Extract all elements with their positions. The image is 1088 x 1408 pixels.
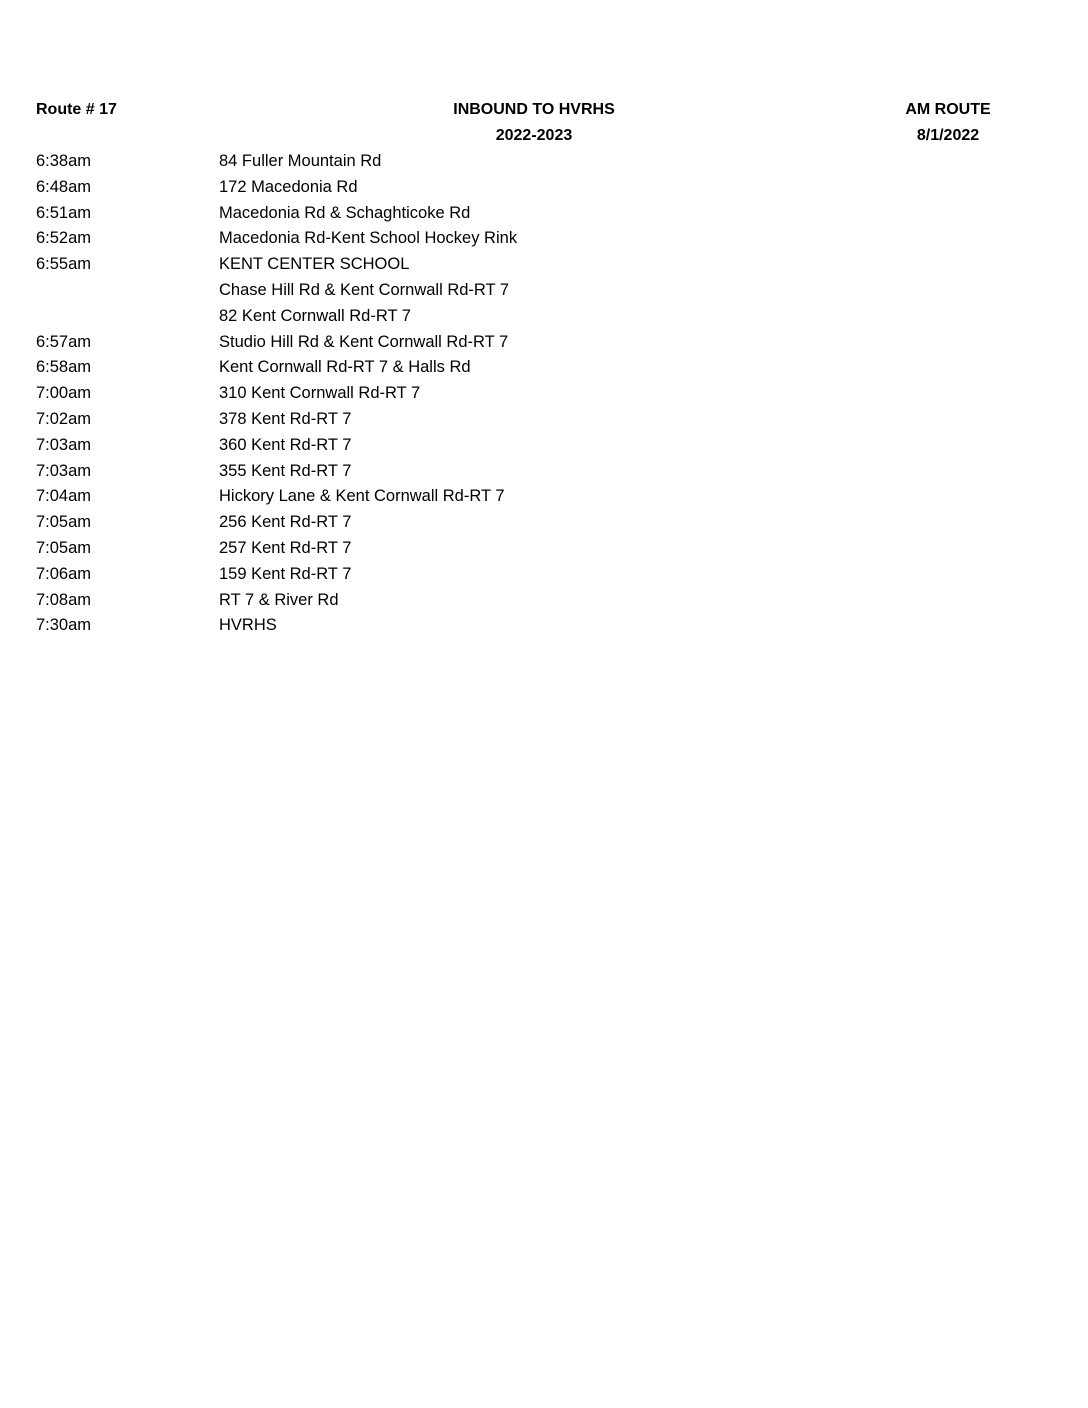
stop-row bbox=[36, 614, 1036, 640]
stop-time: 7:05am bbox=[36, 513, 92, 532]
stop-time: 6:38am bbox=[36, 152, 92, 170]
stop-time: 7:02am bbox=[36, 409, 92, 428]
stop-location: 159 Kent Rd-RT 7 bbox=[219, 564, 352, 583]
school-year: 2022-2023 bbox=[495, 127, 573, 144]
route-direction-title: INBOUND TO HVRHS bbox=[453, 101, 615, 118]
stop-location: Macedonia Rd & Schaghticoke Rd bbox=[219, 203, 471, 222]
stop-location: Studio Hill Rd & Kent Cornwall Rd-RT 7 bbox=[219, 332, 509, 351]
stop-location: 355 Kent Rd-RT 7 bbox=[219, 461, 352, 480]
schedule-date: 8/1/2022 bbox=[916, 127, 980, 144]
stop-time: 7:03am bbox=[36, 435, 92, 454]
stop-location: 256 Kent Rd-RT 7 bbox=[219, 513, 352, 532]
stop-time: 6:58am bbox=[36, 358, 92, 377]
stop-time: 7:06am bbox=[36, 564, 92, 583]
stop-time: 6:51am bbox=[36, 203, 92, 222]
stop-row bbox=[36, 253, 1036, 279]
stop-row bbox=[36, 511, 1036, 537]
stop-row bbox=[36, 460, 1036, 486]
route-type: AM ROUTE bbox=[905, 101, 991, 118]
stop-row bbox=[36, 176, 1036, 202]
stop-row bbox=[36, 279, 1036, 305]
stop-row bbox=[36, 563, 1036, 589]
stop-location: 310 Kent Cornwall Rd-RT 7 bbox=[219, 384, 421, 403]
stop-time: 7:04am bbox=[36, 487, 92, 506]
stop-row bbox=[36, 382, 1036, 408]
stop-row bbox=[36, 434, 1036, 460]
stop-location: HVRHS bbox=[219, 616, 277, 635]
stop-row bbox=[36, 202, 1036, 228]
stop-row bbox=[36, 227, 1036, 253]
stop-time: 7:00am bbox=[36, 384, 92, 403]
stop-location: Kent Cornwall Rd-RT 7 & Halls Rd bbox=[219, 358, 471, 377]
stop-time: 7:30am bbox=[36, 616, 92, 635]
stop-location: Macedonia Rd-Kent School Hockey Rink bbox=[219, 229, 518, 248]
stop-location: Hickory Lane & Kent Cornwall Rd-RT 7 bbox=[219, 487, 505, 506]
stop-time: 7:03am bbox=[36, 461, 92, 480]
stop-time: 7:08am bbox=[36, 590, 92, 609]
stop-time: 6:55am bbox=[36, 255, 92, 274]
stop-list bbox=[36, 150, 1036, 640]
stop-time: 6:52am bbox=[36, 229, 92, 248]
stop-location: 378 Kent Rd-RT 7 bbox=[219, 409, 352, 428]
stop-time: 7:05am bbox=[36, 538, 92, 557]
stop-row bbox=[36, 408, 1036, 434]
stop-row bbox=[36, 537, 1036, 563]
stop-time: 6:48am bbox=[36, 177, 92, 196]
stop-row bbox=[36, 356, 1036, 382]
stop-row bbox=[36, 150, 1036, 176]
stop-location: 360 Kent Rd-RT 7 bbox=[219, 435, 352, 454]
stop-row bbox=[36, 331, 1036, 357]
route-number: Route # 17 bbox=[36, 101, 117, 118]
stop-location: Chase Hill Rd & Kent Cornwall Rd-RT 7 bbox=[219, 280, 510, 299]
stop-location: RT 7 & River Rd bbox=[219, 590, 339, 609]
stop-row bbox=[36, 589, 1036, 615]
stop-location: 172 Macedonia Rd bbox=[219, 177, 358, 196]
stop-location: KENT CENTER SCHOOL bbox=[219, 255, 410, 274]
stop-location: 257 Kent Rd-RT 7 bbox=[219, 538, 352, 557]
stop-row bbox=[36, 485, 1036, 511]
stop-row bbox=[36, 305, 1036, 331]
stop-location: 84 Fuller Mountain Rd bbox=[219, 152, 382, 170]
stop-location: 82 Kent Cornwall Rd-RT 7 bbox=[219, 306, 411, 325]
stop-time: 6:57am bbox=[36, 332, 92, 351]
